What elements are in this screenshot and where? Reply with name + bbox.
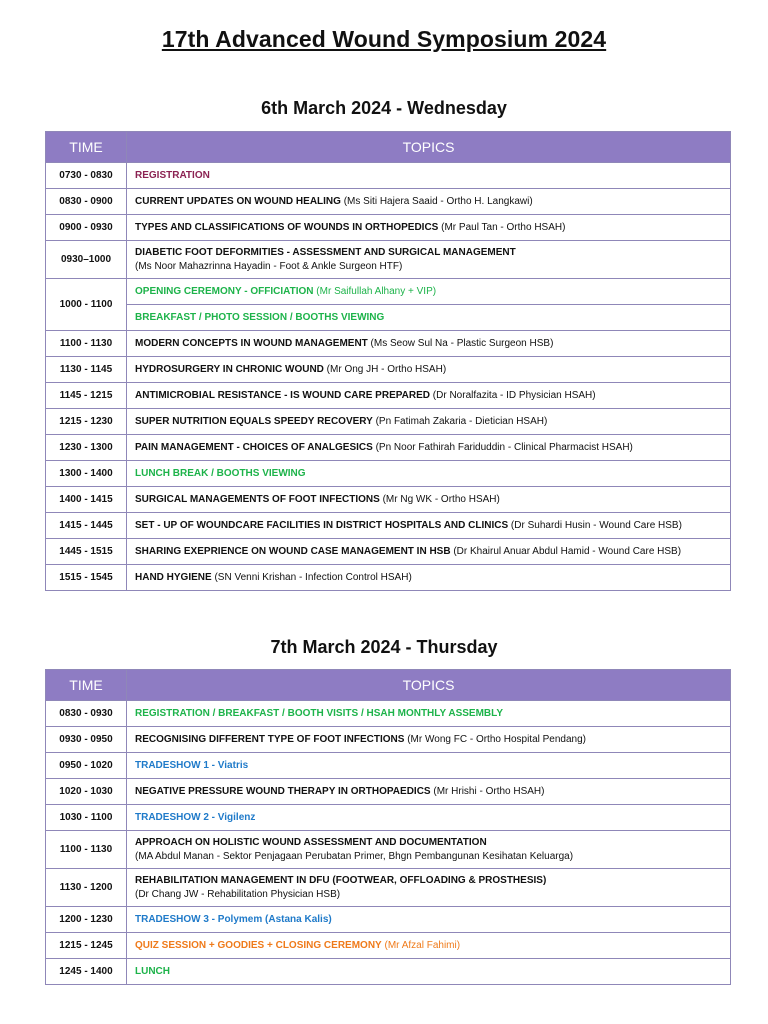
- topic-title: NEGATIVE PRESSURE WOUND THERAPY IN ORTHOPAEDICS: [135, 786, 431, 797]
- column-header-time: TIME: [46, 132, 127, 163]
- table-row: [46, 869, 731, 907]
- time-cell: 1000 - 1100: [46, 279, 127, 331]
- time-cell: 1020 - 1030: [46, 779, 127, 805]
- topic-title: TRADESHOW 1 - Viatris: [135, 760, 249, 771]
- topic-cell: [127, 435, 731, 461]
- topic-cell: [127, 215, 731, 241]
- time-cell: 1130 - 1200: [46, 869, 127, 907]
- table-row: [46, 959, 731, 985]
- topic-cell: [127, 753, 731, 779]
- document-title: 17th Advanced Wound Symposium 2024: [161, 26, 607, 52]
- time-cell: 1030 - 1100: [46, 805, 127, 831]
- speaker-text: (Mr Ng WK - Ortho HSAH): [379, 494, 500, 505]
- table-row: [46, 409, 731, 435]
- schedule-table: [45, 669, 731, 985]
- topic-cell: [127, 279, 731, 305]
- topic-cell: [127, 565, 731, 591]
- speaker-text: (Pn Noor Fathirah Fariduddin - Clinical Pharmacist HSAH): [372, 442, 633, 453]
- topic-title: REGISTRATION / BREAKFAST / BOOTH VISITS / HSAH MONTHLY ASSEMBLY: [135, 708, 503, 719]
- speaker-text: (Dr Noralfazita - ID Physician HSAH): [430, 390, 596, 401]
- topic-cell: [127, 933, 731, 959]
- time-cell: 0830 - 0930: [46, 701, 127, 727]
- table-row: [46, 831, 731, 869]
- table-row: [46, 753, 731, 779]
- speaker-text: (Dr Suhardi Husin - Wound Care HSB): [508, 520, 682, 531]
- time-cell: 1100 - 1130: [46, 831, 127, 869]
- day-heading: 6th March 2024 - Wednesday: [261, 98, 507, 118]
- speaker-text: (Mr Wong FC - Ortho Hospital Pendang): [404, 734, 587, 745]
- schedule-body: [46, 163, 731, 591]
- table-row: [46, 331, 731, 357]
- table-row: [46, 435, 731, 461]
- speaker-text: (Ms Siti Hajera Saaid - Ortho H. Langkawi): [340, 196, 533, 207]
- topic-title: QUIZ SESSION + GOODIES + CLOSING CEREMONY: [135, 940, 382, 951]
- table-row: [46, 189, 731, 215]
- topic-cell: [127, 831, 731, 869]
- table-row: [46, 779, 731, 805]
- topic-title: DIABETIC FOOT DEFORMITIES - ASSESSMENT AND SURGICAL MANAGEMENT: [135, 247, 516, 258]
- time-cell: 1130 - 1145: [46, 357, 127, 383]
- time-cell: 0930–1000: [46, 241, 127, 279]
- speaker-text: (Mr Paul Tan - Ortho HSAH): [438, 222, 566, 233]
- table-row: [46, 565, 731, 591]
- topic-title: OPENING CEREMONY - OFFICIATION: [135, 286, 314, 297]
- table-row: [46, 539, 731, 565]
- speaker-text: (Dr Chang JW - Rehabilitation Physician HSB): [135, 889, 341, 900]
- topic-title: HAND HYGIENE: [135, 572, 212, 583]
- time-cell: 1445 - 1515: [46, 539, 127, 565]
- table-row: [46, 279, 731, 305]
- table-row: [46, 513, 731, 539]
- topic-cell: [127, 539, 731, 565]
- topic-cell: [127, 241, 731, 279]
- time-cell: 1300 - 1400: [46, 461, 127, 487]
- topic-cell: [127, 959, 731, 985]
- topic-title: CURRENT UPDATES ON WOUND HEALING: [135, 196, 341, 207]
- time-cell: 0930 - 0950: [46, 727, 127, 753]
- table-header-row: [46, 132, 731, 163]
- time-cell: 1200 - 1230: [46, 907, 127, 933]
- column-header-topics: TOPICS: [127, 670, 731, 701]
- time-cell: 1400 - 1415: [46, 487, 127, 513]
- table-row: [46, 383, 731, 409]
- topic-cell: [127, 487, 731, 513]
- topic-cell: [127, 727, 731, 753]
- speaker-text: (Mr Hrishi - Ortho HSAH): [430, 786, 545, 797]
- topic-title: REHABILITATION MANAGEMENT IN DFU (FOOTWEAR, OFFLOADING & PROSTHESIS): [135, 875, 547, 886]
- time-cell: 0900 - 0930: [46, 215, 127, 241]
- day-heading: 7th March 2024 - Thursday: [270, 637, 498, 657]
- table-row: [46, 461, 731, 487]
- table-row: [46, 933, 731, 959]
- column-header-time: TIME: [46, 670, 127, 701]
- time-cell: 1215 - 1230: [46, 409, 127, 435]
- topic-title: TRADESHOW 3 - Polymem (Astana Kalis): [135, 914, 332, 925]
- table-row: [46, 805, 731, 831]
- speaker-text: (Mr Ong JH - Ortho HSAH): [323, 364, 447, 375]
- speaker-text: (Mr Afzal Fahimi): [381, 940, 461, 951]
- time-cell: 1415 - 1445: [46, 513, 127, 539]
- schedule-body: [46, 701, 731, 985]
- topic-cell: [127, 869, 731, 907]
- table-row: [46, 907, 731, 933]
- topic-title: SET - UP OF WOUNDCARE FACILITIES IN DISTRICT HOSPITALS AND CLINICS: [135, 520, 509, 531]
- time-cell: 1230 - 1300: [46, 435, 127, 461]
- topic-cell: [127, 461, 731, 487]
- table-row: [46, 163, 731, 189]
- topic-title: HYDROSURGERY IN CHRONIC WOUND: [135, 364, 324, 375]
- topic-cell: [127, 513, 731, 539]
- topic-cell: [127, 779, 731, 805]
- topic-title: TRADESHOW 2 - Vigilenz: [135, 812, 256, 823]
- topic-title: BREAKFAST / PHOTO SESSION / BOOTHS VIEWING: [135, 312, 385, 323]
- speaker-text: (Pn Fatimah Zakaria - Dietician HSAH): [372, 416, 548, 427]
- topic-cell: [127, 189, 731, 215]
- topic-title: APPROACH ON HOLISTIC WOUND ASSESSMENT AND DOCUMENTATION: [135, 837, 487, 848]
- topic-cell: [127, 907, 731, 933]
- topic-title: SUPER NUTRITION EQUALS SPEEDY RECOVERY: [135, 416, 373, 427]
- time-cell: 0730 - 0830: [46, 163, 127, 189]
- speaker-text: (Ms Noor Mahazrinna Hayadin - Foot & Ankle Surgeon HTF): [135, 261, 403, 272]
- time-cell: 1145 - 1215: [46, 383, 127, 409]
- topic-cell: [127, 701, 731, 727]
- topic-cell: [127, 409, 731, 435]
- table-row: [46, 215, 731, 241]
- column-header-topics: TOPICS: [127, 132, 731, 163]
- topic-title: RECOGNISING DIFFERENT TYPE OF FOOT INFECTIONS: [135, 734, 405, 745]
- table-header-row: [46, 670, 731, 701]
- topic-cell: [127, 357, 731, 383]
- speaker-text: (Ms Seow Sul Na - Plastic Surgeon HSB): [367, 338, 554, 349]
- topic-title: PAIN MANAGEMENT - CHOICES OF ANALGESICS: [135, 442, 373, 453]
- topic-cell: [127, 163, 731, 189]
- time-cell: 1245 - 1400: [46, 959, 127, 985]
- topic-title: REGISTRATION: [135, 170, 210, 181]
- topic-cell: [127, 383, 731, 409]
- schedule-table: [45, 131, 731, 591]
- table-row: [46, 701, 731, 727]
- table-row: [46, 487, 731, 513]
- table-row: [46, 357, 731, 383]
- topic-title: TYPES AND CLASSIFICATIONS OF WOUNDS IN ORTHOPEDICS: [135, 222, 439, 233]
- time-cell: 1215 - 1245: [46, 933, 127, 959]
- topic-cell: [127, 805, 731, 831]
- speaker-text: (Dr Khairul Anuar Abdul Hamid - Wound Care HSB): [450, 546, 682, 557]
- topic-title: LUNCH: [135, 966, 170, 977]
- speaker-text: (MA Abdul Manan - Sektor Penjagaan Perubatan Primer, Bhgn Pembangunan Kesihatan Keluarga): [135, 851, 574, 862]
- speaker-text: (Mr Saifullah Alhany + VIP): [313, 286, 437, 297]
- time-cell: 0950 - 1020: [46, 753, 127, 779]
- topic-title: SURGICAL MANAGEMENTS OF FOOT INFECTIONS: [135, 494, 380, 505]
- topic-title: ANTIMICROBIAL RESISTANCE - IS WOUND CARE PREPARED: [135, 390, 431, 401]
- topic-title: LUNCH BREAK / BOOTHS VIEWING: [135, 468, 306, 479]
- time-cell: 1515 - 1545: [46, 565, 127, 591]
- table-row: [46, 305, 731, 331]
- topic-cell: [127, 305, 731, 331]
- table-row: [46, 727, 731, 753]
- time-cell: 1100 - 1130: [46, 331, 127, 357]
- topic-title: SHARING EXEPRIENCE ON WOUND CASE MANAGEMENT IN HSB: [135, 546, 451, 557]
- table-row: [46, 241, 731, 279]
- topic-title: MODERN CONCEPTS IN WOUND MANAGEMENT: [135, 338, 368, 349]
- topic-cell: [127, 331, 731, 357]
- speaker-text: (SN Venni Krishan - Infection Control HSAH): [211, 572, 412, 583]
- time-cell: 0830 - 0900: [46, 189, 127, 215]
